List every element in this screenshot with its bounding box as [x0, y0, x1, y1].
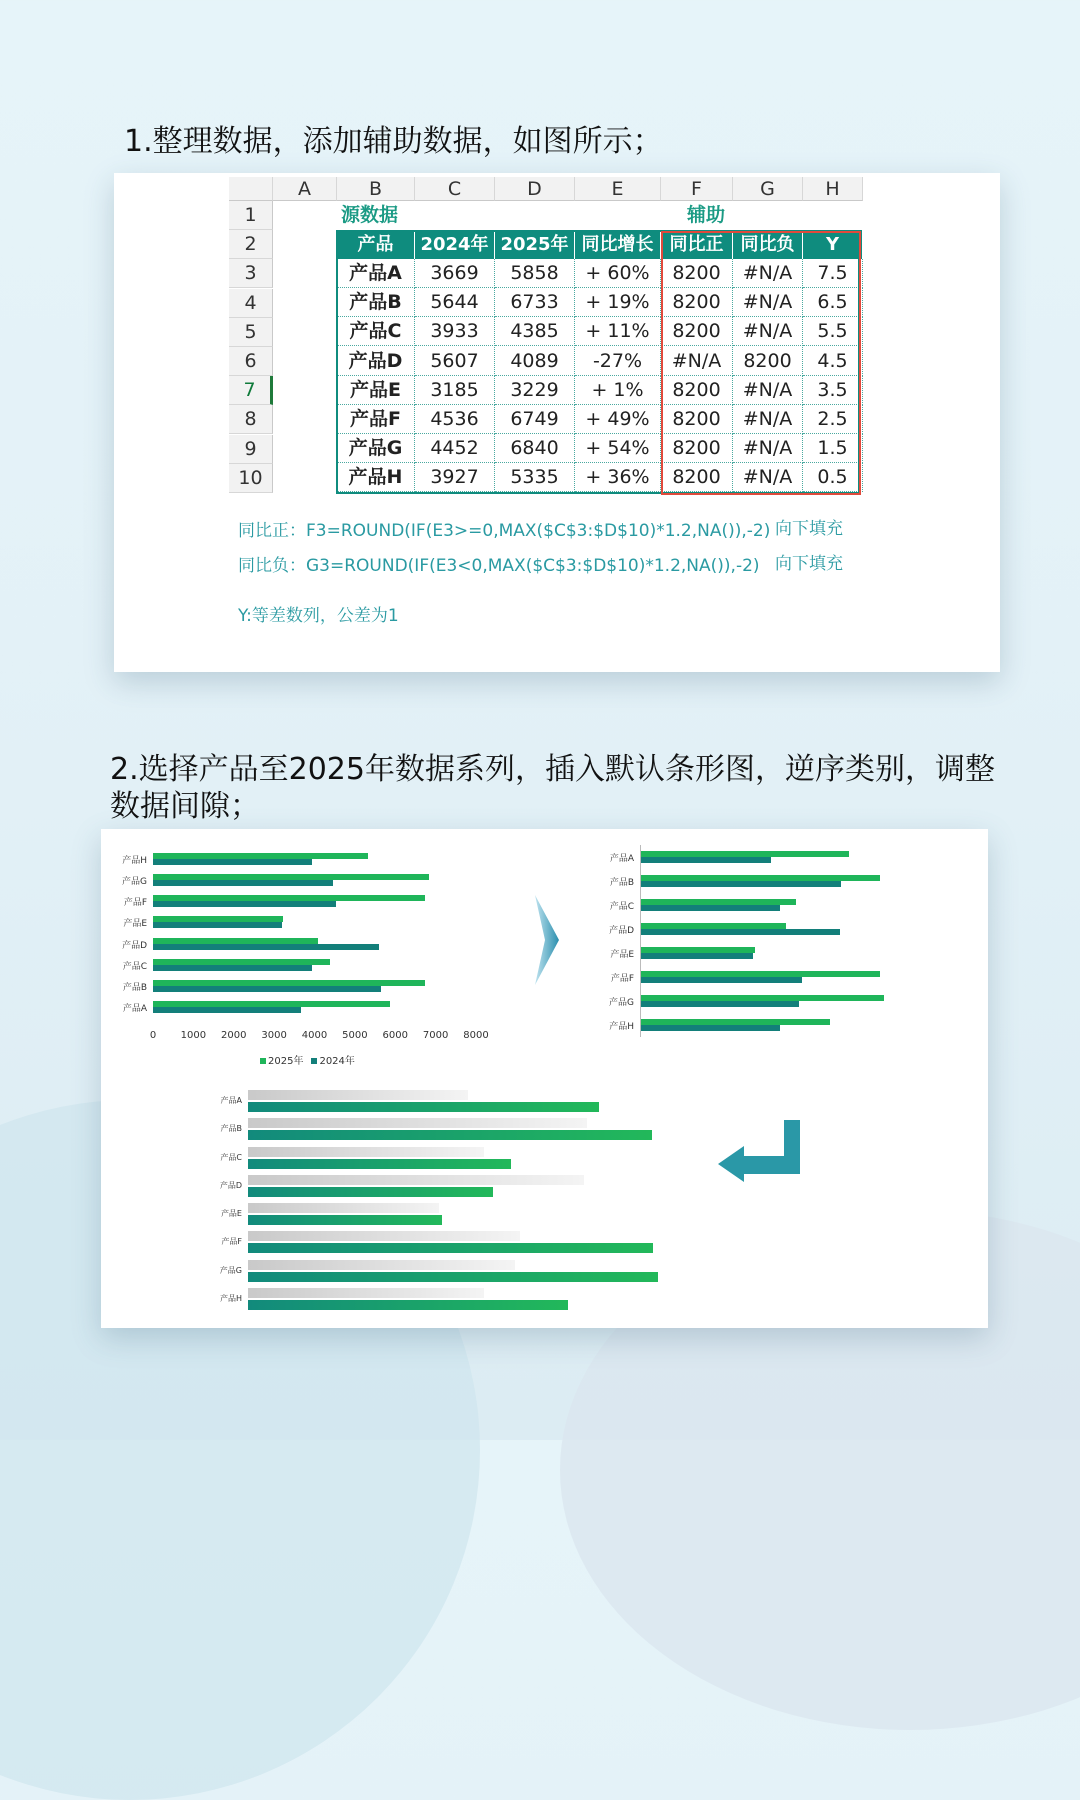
table-cell-r7-c6[interactable]: #N/A: [733, 434, 803, 463]
table-cell-r1-c2[interactable]: 3669: [415, 259, 495, 288]
category-label: 产品B: [609, 878, 634, 888]
note-negative-fill: 向下填充: [775, 554, 843, 574]
x-tick-label: 6000: [382, 1030, 408, 1041]
legend-swatch: [260, 1058, 266, 1064]
category-label: 产品G: [219, 1265, 242, 1275]
table-header-3[interactable]: 同比增长: [575, 230, 661, 259]
column-header-a[interactable]: A: [273, 177, 337, 201]
category-label: 产品D: [609, 926, 634, 936]
table-cell-r1-c1[interactable]: 产品A: [337, 259, 415, 288]
bar-2024年-产品H: [248, 1288, 484, 1298]
x-tick-label: 1000: [180, 1030, 207, 1041]
category-label: 产品G: [122, 876, 147, 887]
table-cell-r5-c5[interactable]: 8200: [661, 376, 733, 405]
table-cell-r5-c3[interactable]: 3229: [495, 376, 575, 405]
category-label: 产品A: [122, 1004, 147, 1015]
table-cell-r4-c6[interactable]: 8200: [733, 347, 803, 376]
table-cell-r4-c2[interactable]: 5607: [415, 347, 495, 376]
bar-2025年-产品B: [248, 1130, 652, 1140]
table-cell-r3-c3[interactable]: 4385: [495, 317, 575, 346]
bar-2024年-产品C: [640, 905, 780, 911]
table-cell-r7-c5[interactable]: 8200: [661, 434, 733, 463]
row-header-6[interactable]: 6: [229, 347, 273, 376]
table-cell-r5-c7[interactable]: 3.5: [803, 376, 863, 405]
category-label: 产品C: [122, 961, 147, 972]
category-label: 产品H: [122, 855, 147, 866]
row-header-5[interactable]: 5: [229, 318, 273, 347]
table-cell-r2-c6[interactable]: #N/A: [733, 288, 803, 317]
bar-2025年-产品A: [248, 1102, 599, 1112]
table-cell-r7-c1[interactable]: 产品G: [337, 434, 415, 463]
bar-2025年-产品D: [248, 1187, 493, 1197]
bar-2024年-产品D: [248, 1175, 584, 1185]
select-all-corner[interactable]: [229, 177, 273, 201]
table-cell-r6-c2[interactable]: 4536: [415, 405, 495, 434]
chart-default-bar: [110, 845, 510, 1065]
row-header-7[interactable]: 7: [229, 376, 273, 405]
table-cell-r8-c4[interactable]: + 36%: [575, 463, 661, 492]
table-cell-r6-c3[interactable]: 6749: [495, 405, 575, 434]
bar-2024年-产品H: [640, 1025, 780, 1031]
bar-2024年-产品B: [248, 1118, 587, 1128]
category-label: 产品F: [610, 974, 634, 984]
bar-2024年-产品A: [248, 1090, 468, 1100]
column-header-e[interactable]: E: [575, 177, 661, 201]
step2-title-line2: 数据间隙；: [110, 789, 260, 824]
note-negative-formula: 同比负：G3=ROUND(IF(E3<0,MAX($C$3:$D$10)*1.2,NA()),-2): [238, 556, 760, 576]
x-tick-label: 7000: [422, 1030, 449, 1041]
table-cell-r4-c5[interactable]: #N/A: [661, 347, 733, 376]
step2-title-line1: 2.选择产品至2025年数据系列，插入默认条形图，逆序类别，调整: [110, 752, 995, 787]
table-cell-r6-c6[interactable]: #N/A: [733, 405, 803, 434]
table-cell-r5-c1[interactable]: 产品E: [337, 376, 415, 405]
table-cell-r1-c6[interactable]: #N/A: [733, 259, 803, 288]
table-header-6[interactable]: Y: [803, 230, 863, 259]
bar-2025年-产品E: [248, 1215, 442, 1225]
row-header-2[interactable]: 2: [229, 230, 273, 259]
category-label: 产品B: [122, 983, 147, 994]
bar-2025年-产品G: [248, 1272, 658, 1282]
bar-2024年-产品A: [640, 857, 771, 863]
category-label: 产品C: [220, 1152, 242, 1162]
category-label: 产品H: [219, 1293, 242, 1303]
column-header-f[interactable]: F: [661, 177, 733, 201]
x-tick-label: 5000: [342, 1030, 368, 1041]
bar-2024年-产品B: [640, 881, 841, 887]
bar-2024年-产品F: [153, 901, 336, 907]
table-header-0[interactable]: 产品: [337, 230, 415, 259]
bar-2025年-产品C: [248, 1159, 511, 1169]
table-cell-r7-c3[interactable]: 6840: [495, 434, 575, 463]
table-cell-r7-c4[interactable]: + 54%: [575, 434, 661, 463]
table-header-2[interactable]: 2025年: [495, 230, 575, 259]
table-cell-r3-c7[interactable]: 5.5: [803, 317, 863, 346]
table-header-4[interactable]: 同比正: [661, 230, 733, 259]
bar-2024年-产品F: [640, 977, 802, 983]
bar-2024年-产品F: [248, 1231, 520, 1241]
table-cell-r1-c7[interactable]: 7.5: [803, 259, 863, 288]
column-header-h[interactable]: H: [803, 177, 863, 201]
note-y-series: Y:等差数列，公差为1: [238, 606, 399, 626]
table-cell-r2-c3[interactable]: 6733: [495, 288, 575, 317]
bar-2024年-产品E: [248, 1203, 439, 1213]
category-label: 产品A: [220, 1096, 242, 1106]
chevron-right-icon: [533, 895, 561, 985]
table-cell-r8-c1[interactable]: 产品H: [337, 463, 415, 492]
category-label: 产品D: [219, 1180, 242, 1190]
category-label: 产品C: [609, 902, 634, 912]
bar-2024年-产品G: [248, 1260, 515, 1270]
table-cell-r2-c5[interactable]: 8200: [661, 288, 733, 317]
bar-2024年-产品H: [153, 859, 312, 865]
chart-legend: [260, 1052, 363, 1067]
table-cell-r5-c6[interactable]: #N/A: [733, 376, 803, 405]
table-header-1[interactable]: 2024年: [415, 230, 495, 259]
note-positive-formula: 同比正：F3=ROUND(IF(E3>=0,MAX($C$3:$D$10)*1.2,NA()),-2): [238, 521, 771, 541]
table-cell-r3-c1[interactable]: 产品C: [337, 317, 415, 346]
row-header-3[interactable]: 3: [229, 259, 273, 288]
bar-2024年-产品G: [153, 880, 333, 886]
table-cell-r4-c1[interactable]: 产品D: [337, 347, 415, 376]
table-cell-r4-c3[interactable]: 4089: [495, 347, 575, 376]
table-cell-r8-c3[interactable]: 5335: [495, 463, 575, 492]
category-axis: [640, 845, 641, 1037]
table-cell-r2-c4[interactable]: + 19%: [575, 288, 661, 317]
chart-reversed-bar: [598, 845, 938, 1035]
bar-2024年-产品B: [153, 986, 381, 992]
group-label-source[interactable]: 源数据: [341, 204, 399, 226]
legend-label: 2024年: [319, 1056, 355, 1067]
table-cell-r2-c7[interactable]: 6.5: [803, 288, 863, 317]
table-cell-r6-c4[interactable]: + 49%: [575, 405, 661, 434]
category-label: 产品E: [220, 1209, 242, 1219]
column-header-c[interactable]: C: [415, 177, 495, 201]
table-cell-r2-c2[interactable]: 5644: [415, 288, 495, 317]
category-label: 产品F: [221, 1237, 242, 1247]
table-cell-r4-c4[interactable]: -27%: [575, 347, 661, 376]
table-cell-r6-c7[interactable]: 2.5: [803, 405, 863, 434]
legend-swatch: [311, 1058, 317, 1064]
bar-2024年-产品C: [153, 965, 312, 971]
table-cell-r7-c2[interactable]: 4452: [415, 434, 495, 463]
table-cell-r5-c2[interactable]: 3185: [415, 376, 495, 405]
category-label: 产品G: [609, 998, 634, 1008]
bar-2025年-产品H: [248, 1300, 568, 1310]
category-label: 产品H: [609, 1022, 634, 1032]
bar-2024年-产品E: [153, 922, 282, 928]
row-header-1[interactable]: 1: [229, 201, 273, 230]
helper-columns-highlight: [661, 231, 861, 495]
bar-2024年-产品A: [153, 1007, 301, 1013]
column-header-g[interactable]: G: [733, 177, 803, 201]
table-cell-r6-c5[interactable]: 8200: [661, 405, 733, 434]
bar-2024年-产品D: [640, 929, 840, 935]
table-cell-r8-c2[interactable]: 3927: [415, 463, 495, 492]
step1-title: 1.整理数据，添加辅助数据，如图所示；: [124, 124, 663, 159]
category-label: 产品A: [609, 854, 634, 864]
table-cell-r3-c2[interactable]: 3933: [415, 317, 495, 346]
category-label: 产品B: [220, 1124, 242, 1134]
x-tick-label: 3000: [261, 1030, 287, 1041]
bar-2024年-产品G: [640, 1001, 799, 1007]
category-label: 产品F: [123, 898, 147, 909]
note-positive-fill: 向下填充: [775, 519, 843, 539]
category-label: 产品E: [610, 950, 634, 960]
table-cell-r3-c5[interactable]: 8200: [661, 317, 733, 346]
chart-gap-adjusted-bar: [200, 1087, 680, 1317]
category-label: 产品E: [123, 919, 147, 930]
row-header-8[interactable]: 8: [229, 405, 273, 434]
bar-2024年-产品D: [153, 944, 379, 950]
row-header-9[interactable]: 9: [229, 435, 273, 464]
bar-2024年-产品E: [640, 953, 753, 959]
table-header-5[interactable]: 同比负: [733, 230, 803, 259]
table-cell-r4-c7[interactable]: 4.5: [803, 347, 863, 376]
x-tick-label: 8000: [463, 1030, 489, 1041]
table-cell-r1-c5[interactable]: 8200: [661, 259, 733, 288]
table-cell-r7-c7[interactable]: 1.5: [803, 434, 863, 463]
group-label-helper[interactable]: 辅助: [686, 204, 725, 226]
row-header-10[interactable]: 10: [229, 464, 273, 493]
column-header-d[interactable]: D: [495, 177, 575, 201]
x-tick-label: 2000: [221, 1030, 247, 1041]
table-cell-r1-c4[interactable]: + 60%: [575, 259, 661, 288]
table-cell-r1-c3[interactable]: 5858: [495, 259, 575, 288]
bar-2024年-产品C: [248, 1147, 484, 1157]
category-label: 产品D: [122, 940, 147, 951]
table-cell-r3-c4[interactable]: + 11%: [575, 317, 661, 346]
table-cell-r3-c6[interactable]: #N/A: [733, 317, 803, 346]
bar-2025年-产品F: [248, 1243, 653, 1253]
return-arrow-icon: [714, 1118, 804, 1184]
row-header-4[interactable]: 4: [229, 289, 273, 318]
legend-label: 2025年: [268, 1056, 304, 1067]
table-cell-r6-c1[interactable]: 产品F: [337, 405, 415, 434]
x-tick-label: 4000: [301, 1030, 328, 1041]
table-cell-r2-c1[interactable]: 产品B: [337, 288, 415, 317]
table-cell-r8-c7[interactable]: 0.5: [803, 463, 863, 492]
x-tick-label: 0: [149, 1030, 157, 1041]
column-header-b[interactable]: B: [337, 177, 415, 201]
table-cell-r8-c5[interactable]: 8200: [661, 463, 733, 492]
table-cell-r5-c4[interactable]: + 1%: [575, 376, 661, 405]
table-cell-r8-c6[interactable]: #N/A: [733, 463, 803, 492]
